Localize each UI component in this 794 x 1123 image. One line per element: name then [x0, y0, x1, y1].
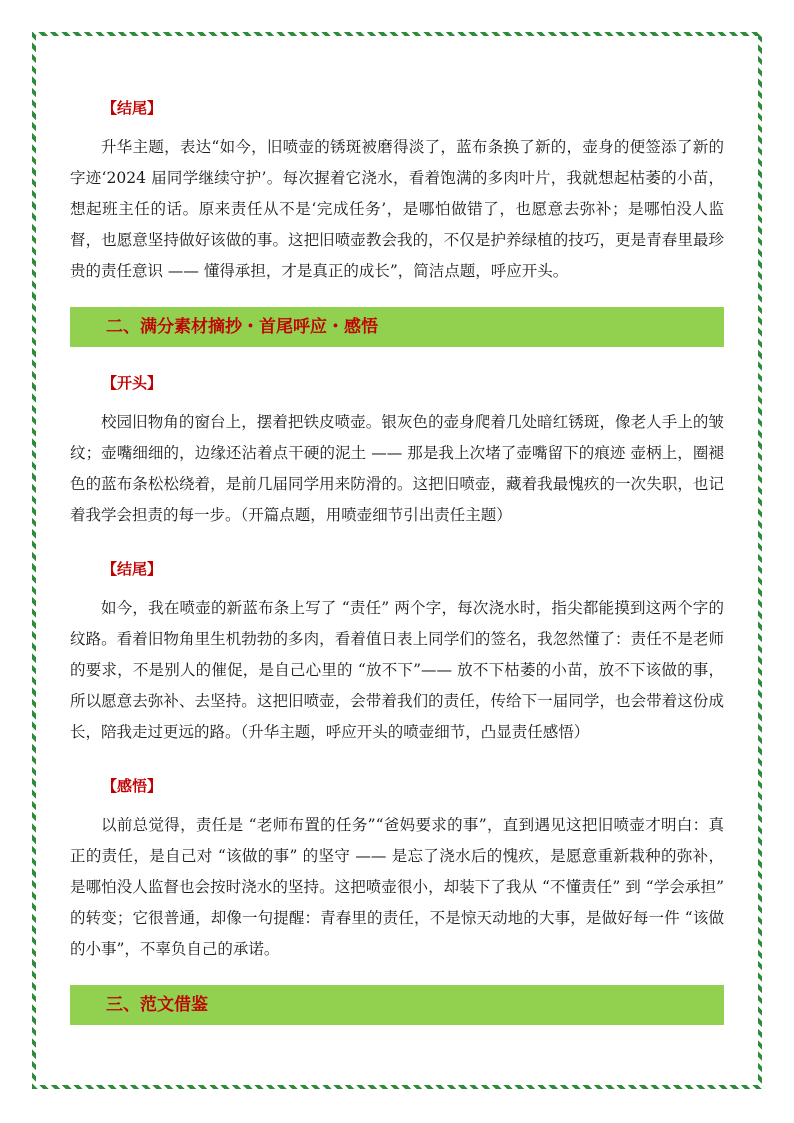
section-heading-2: 二、满分素材摘抄・首尾呼应・感悟: [70, 307, 724, 347]
ending-paragraph-2: 如今，我在喷壶的新蓝布条上写了 “责任” 两个字，每次浇水时，指尖都能摸到这两个字的纹路。看着旧物角里生机勃勃的多肉，看着值日表上同学们的签名，我忽然懂了：责任不是老师的要求，不是别人的催促，是自己心里的 “放不下”—— 放不下枯萎的小苗，放不下该做的事，所以愿意去弥补、去坚持。这把旧喷壶，会带着我们的责任，传给下一届同学，也会带着这份成长，陪我走过更远的路。（升华主题，呼应开头的喷壶细节，凸显责任感悟）: [70, 599, 724, 741]
document-body: [70, 96, 724, 1025]
reflection-label: 【感悟】: [102, 777, 163, 795]
reflection-paragraph: 以前总觉得，责任是 “老师布置的任务”“爸妈要求的事”，直到遇见这把旧喷壶才明白：真正的责任，是自己对 “该做的事” 的坚守 —— 是忘了浇水后的愧疚，是愿意重新栽种的弥补，是哪怕没人监督也会按时浇水的坚持。这把喷壶很小，却装下了我从 “不懂责任” 到 “学会承担” 的转变；它很普通，却像一句提醒：青春里的责任，不是惊天动地的大事，是做好每一件 “该做的小事”，不辜负自己的承诺。: [70, 816, 724, 958]
ending-paragraph: 升华主题，表达“如今，旧喷壶的锈斑被磨得淡了，蓝布条换了新的，壶身的便签添了新的字迹‘2024 届同学继续守护’。每次握着它浇水，看着饱满的多肉叶片，我就想起枯萎的小苗，想起班主任的话。原来责任从不是‘完成任务’，是哪怕做错了，也愿意去弥补；是哪怕没人监督，也愿意坚持做好该做的事。这把旧喷壶教会我的，不仅是护养绿植的技巧，更是青春里最珍贵的责任意识 —— 懂得承担，才是真正的成长”，简洁点题，呼应开头。: [70, 138, 724, 280]
ending-label: 【结尾】: [102, 99, 163, 117]
opening-paragraph: 校园旧物角的窗台上，摆着把铁皮喷壶。银灰色的壶身爬着几处暗红锈斑，像老人手上的皱纹；壶嘴细细的，边缘还沾着点干硬的泥土 —— 那是我上次堵了壶嘴留下的痕迹 壶柄上，圈褪色的蓝布条松松绕着，是前几届同学用来防滑的。这把旧喷壶，藏着我最愧疚的一次失职，也记着我学会担责的每一步。（开篇点题，用喷壶细节引出责任主题）: [70, 413, 724, 524]
ending-label-2: 【结尾】: [102, 560, 163, 578]
opening-label: 【开头】: [102, 374, 163, 392]
section-heading-3: 三、范文借鉴: [70, 985, 724, 1025]
